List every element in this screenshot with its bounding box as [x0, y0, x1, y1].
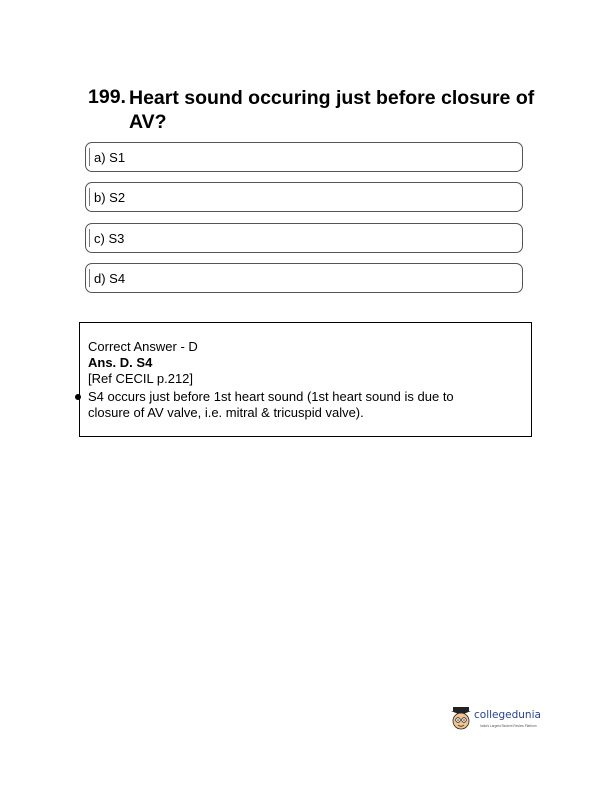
logo-tagline: India's Largest Student Review Platform: [480, 724, 537, 728]
correct-answer-text: Correct Answer - D: [88, 339, 198, 354]
question-text: Heart sound occuring just before closure of AV?: [129, 87, 535, 133]
option-a[interactable]: [85, 142, 523, 172]
bullet-icon: [75, 394, 81, 400]
answer-heading: Ans. D. S4: [88, 355, 153, 370]
option-d[interactable]: [85, 263, 523, 293]
option-c-label: c) S3: [94, 231, 125, 246]
question-number: 199.: [88, 86, 126, 108]
collegedunia-logo[interactable]: [450, 706, 545, 732]
option-b-label: b) S2: [94, 190, 126, 205]
option-a-label: a) S1: [94, 150, 126, 165]
option-d-label: d) S4: [94, 271, 126, 286]
option-b[interactable]: [85, 182, 523, 212]
answer-box: [79, 322, 532, 437]
reference-text: [Ref CECIL p.212]: [88, 371, 194, 386]
explanation-line-2: closure of AV valve, i.e. mitral & tricuspid valve).: [88, 405, 364, 420]
explanation-line-1: S4 occurs just before 1st heart sound (1st heart sound is due to: [88, 389, 454, 404]
option-c[interactable]: [85, 223, 523, 253]
logo-name: collegedunia: [474, 709, 541, 721]
mascot-icon: [450, 706, 472, 732]
